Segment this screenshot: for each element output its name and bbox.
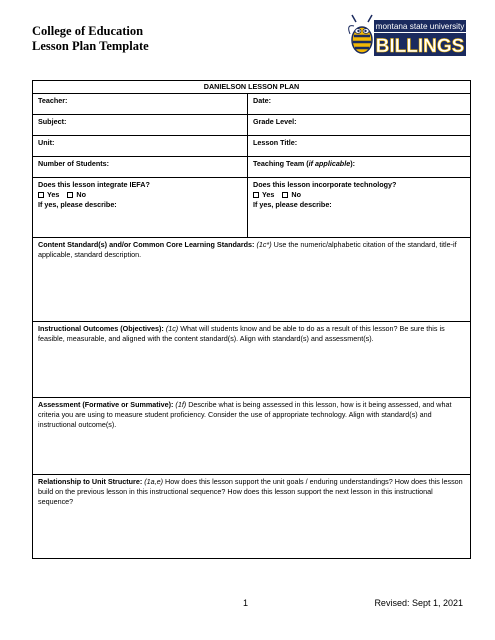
technology-cell — [248, 178, 471, 238]
iefa-no-checkbox[interactable] — [67, 192, 73, 198]
assessment-code: (1f) — [175, 400, 187, 409]
college-name: College of Education — [32, 24, 144, 38]
instructional-outcomes-section[interactable] — [33, 322, 471, 398]
template-title: Lesson Plan Template — [32, 39, 149, 53]
iefa-no-label: No — [76, 190, 86, 199]
logo-billings-text: BILLINGS — [375, 36, 465, 57]
logo-university-text: montana state university — [375, 22, 465, 31]
assessment-section[interactable] — [33, 398, 471, 475]
instructional-outcomes-label: Instructional Outcomes (Objectives): — [38, 324, 164, 333]
document-header — [32, 24, 149, 54]
assessment-label: Assessment (Formative or Summative): — [38, 400, 174, 409]
iefa-no-option[interactable] — [67, 190, 86, 199]
technology-yes-checkbox[interactable] — [253, 192, 259, 198]
iefa-question: Does this lesson integrate IEFA? — [38, 180, 150, 189]
technology-yes-label: Yes — [262, 190, 275, 199]
subject-field[interactable]: Subject: — [33, 115, 248, 136]
relationship-instructions: How does this lesson support the unit goals / enduring understandings? How does this lesson build on the previous lesson in this instructional sequence? How does this lesson support the next lesson in this instructional sequence? — [38, 477, 463, 506]
technology-question: Does this lesson incorporate technology? — [253, 180, 397, 189]
teaching-team-label-end: ): — [350, 159, 355, 168]
iefa-yes-option[interactable] — [38, 190, 59, 199]
lesson-plan-table — [32, 80, 471, 559]
number-of-students-field[interactable]: Number of Students: — [33, 157, 248, 178]
instructional-outcomes-instructions: What will students know and be able to do as a result of this lesson? Be sure this is feasible, measurable, and aligned with the content standard(s). Align with standard(s) and assessment(s). — [38, 324, 445, 343]
revision-date: Revised: Sept 1, 2021 — [374, 598, 463, 608]
unit-field[interactable]: Unit: — [33, 136, 248, 157]
page-number: 1 — [243, 598, 249, 608]
msu-billings-logo — [348, 14, 466, 58]
instructional-outcomes-code: (1c) — [165, 324, 179, 333]
relationship-label: Relationship to Unit Structure: — [38, 477, 143, 486]
table-title: DANIELSON LESSON PLAN — [33, 81, 471, 94]
relationship-section[interactable] — [33, 475, 471, 559]
iefa-yes-checkbox[interactable] — [38, 192, 44, 198]
teaching-team-field[interactable] — [248, 157, 471, 178]
iefa-yes-label: Yes — [47, 190, 60, 199]
grade-level-field[interactable]: Grade Level: — [248, 115, 471, 136]
content-standards-instructions: Use the numeric/alphabetic citation of the standard, title-if applicable, standard description. — [38, 240, 457, 259]
teacher-field[interactable]: Teacher: — [33, 94, 248, 115]
technology-no-label: No — [291, 190, 301, 199]
technology-yes-option[interactable] — [253, 190, 274, 199]
technology-describe-label: If yes, please describe: — [253, 200, 332, 209]
content-standards-code: (1c*) — [256, 240, 272, 249]
iefa-cell — [33, 178, 248, 238]
content-standards-label: Content Standard(s) and/or Common Core Learning Standards: — [38, 240, 255, 249]
lesson-title-field[interactable]: Lesson Title: — [248, 136, 471, 157]
technology-no-checkbox[interactable] — [282, 192, 288, 198]
yellowjacket-mascot-icon — [349, 15, 372, 53]
content-standards-section[interactable] — [33, 238, 471, 322]
iefa-describe-label: If yes, please describe: — [38, 200, 117, 209]
teaching-team-note: if applicable — [308, 159, 351, 168]
technology-no-option[interactable] — [282, 190, 301, 199]
relationship-code: (1a,e) — [144, 477, 163, 486]
teaching-team-label: Teaching Team ( — [253, 159, 309, 168]
assessment-instructions: Describe what is being assessed in this lesson, how is it being assessed, and what criteria you are using to measure student proficiency. Consider the use of appropriate technology. Align with standard(s) and instructional outcome(s). — [38, 400, 452, 429]
date-field[interactable]: Date: — [248, 94, 471, 115]
